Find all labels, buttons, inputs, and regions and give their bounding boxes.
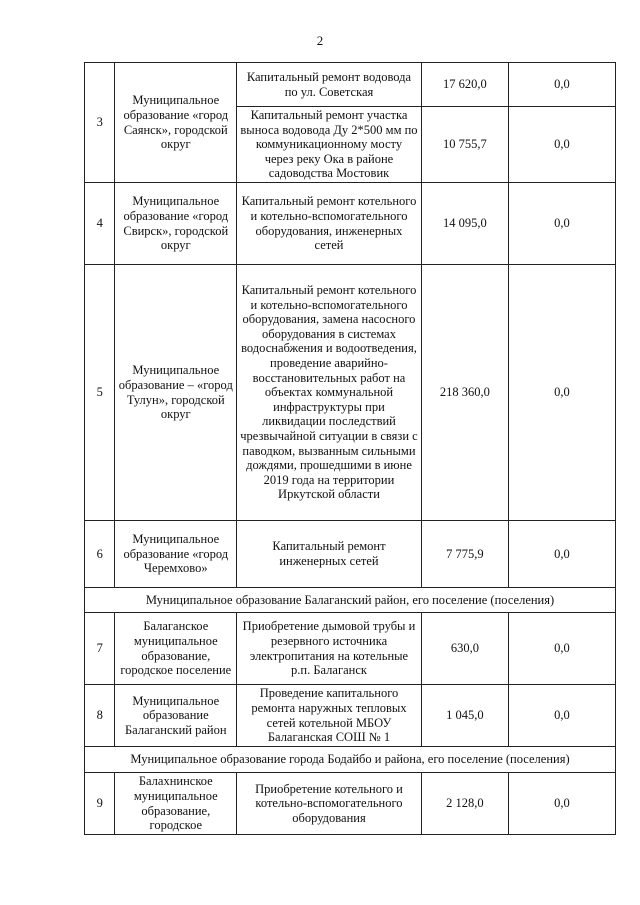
section-row — [85, 747, 616, 773]
work-description: Капитальный ремонт участка выноса водовода Ду 2*500 мм по коммуникационному мосту через реку Ока в районе садоводства Мостовик — [237, 107, 422, 183]
amount-cell: 10 755,7 — [421, 107, 508, 183]
value-cell: 0,0 — [508, 183, 615, 265]
value-cell: 0,0 — [508, 773, 615, 835]
page-number: 2 — [316, 33, 324, 48]
row-number: 3 — [85, 63, 115, 183]
work-description: Проведение капитального ремонта наружных тепловых сетей котельной МБОУ Балаганская СОШ № 1 — [237, 685, 422, 747]
row-number: 5 — [85, 265, 115, 521]
amount-cell: 630,0 — [421, 613, 508, 685]
row-number: 4 — [85, 183, 115, 265]
work-description: Капитальный ремонт водовода по ул. Советская — [237, 63, 422, 107]
value-cell: 0,0 — [508, 107, 615, 183]
row-number: 9 — [85, 773, 115, 835]
work-description: Капитальный ремонт инженерных сетей — [237, 521, 422, 588]
value-cell: 0,0 — [508, 521, 615, 588]
amount-cell: 14 095,0 — [421, 183, 508, 265]
value-cell: 0,0 — [508, 685, 615, 747]
municipality-cell: Муниципальное образование «город Саянск», городской округ — [115, 63, 237, 183]
work-description: Приобретение дымовой трубы и резервного источника электропитания на котельные р.п. Балаганск — [237, 613, 422, 685]
work-description: Приобретение котельного и котельно-вспомогательного оборудования — [237, 773, 422, 835]
amount-cell: 1 045,0 — [421, 685, 508, 747]
funding-table — [84, 62, 616, 835]
municipality-cell: Муниципальное образование – «город Тулун», городской округ — [115, 265, 237, 521]
amount-cell: 218 360,0 — [421, 265, 508, 521]
row-number: 7 — [85, 613, 115, 685]
table-row — [85, 265, 616, 521]
municipality-cell: Муниципальное образование «город Свирск», городской округ — [115, 183, 237, 265]
table-row — [85, 685, 616, 747]
municipality-cell: Балаганское муниципальное образование, городское поселение — [115, 613, 237, 685]
table-row — [85, 183, 616, 265]
table-row — [85, 63, 616, 107]
municipality-cell: Муниципальное образование «город Черемхово» — [115, 521, 237, 588]
amount-cell: 2 128,0 — [421, 773, 508, 835]
municipality-cell: Балахнинское муниципальное образование, городское — [115, 773, 237, 835]
row-number: 6 — [85, 521, 115, 588]
work-description: Капитальный ремонт котельного и котельно-вспомогательного оборудования, замена насосного оборудования в системах водоснабжения и водоотведения, проведение аварийно-восстановительных работ на объектах коммунальной инфраструктуры при ликвидации последствий чрезвычайной ситуации в связи с паводком, вызванным сильными дождями, прошедшими в июне 2019 года на территории Иркутской области — [237, 265, 422, 521]
value-cell: 0,0 — [508, 265, 615, 521]
table-row — [85, 521, 616, 588]
value-cell: 0,0 — [508, 613, 615, 685]
value-cell: 0,0 — [508, 63, 615, 107]
section-row — [85, 588, 616, 613]
amount-cell: 17 620,0 — [421, 63, 508, 107]
section-heading: Муниципальное образование города Бодайбо и района, его поселение (поселения) — [85, 747, 616, 773]
amount-cell: 7 775,9 — [421, 521, 508, 588]
table-row — [85, 773, 616, 835]
section-heading: Муниципальное образование Балаганский район, его поселение (поселения) — [85, 588, 616, 613]
municipality-cell: Муниципальное образование Балаганский район — [115, 685, 237, 747]
work-description: Капитальный ремонт котельного и котельно-вспомогательного оборудования, инженерных сетей — [237, 183, 422, 265]
row-number: 8 — [85, 685, 115, 747]
table-row — [85, 613, 616, 685]
